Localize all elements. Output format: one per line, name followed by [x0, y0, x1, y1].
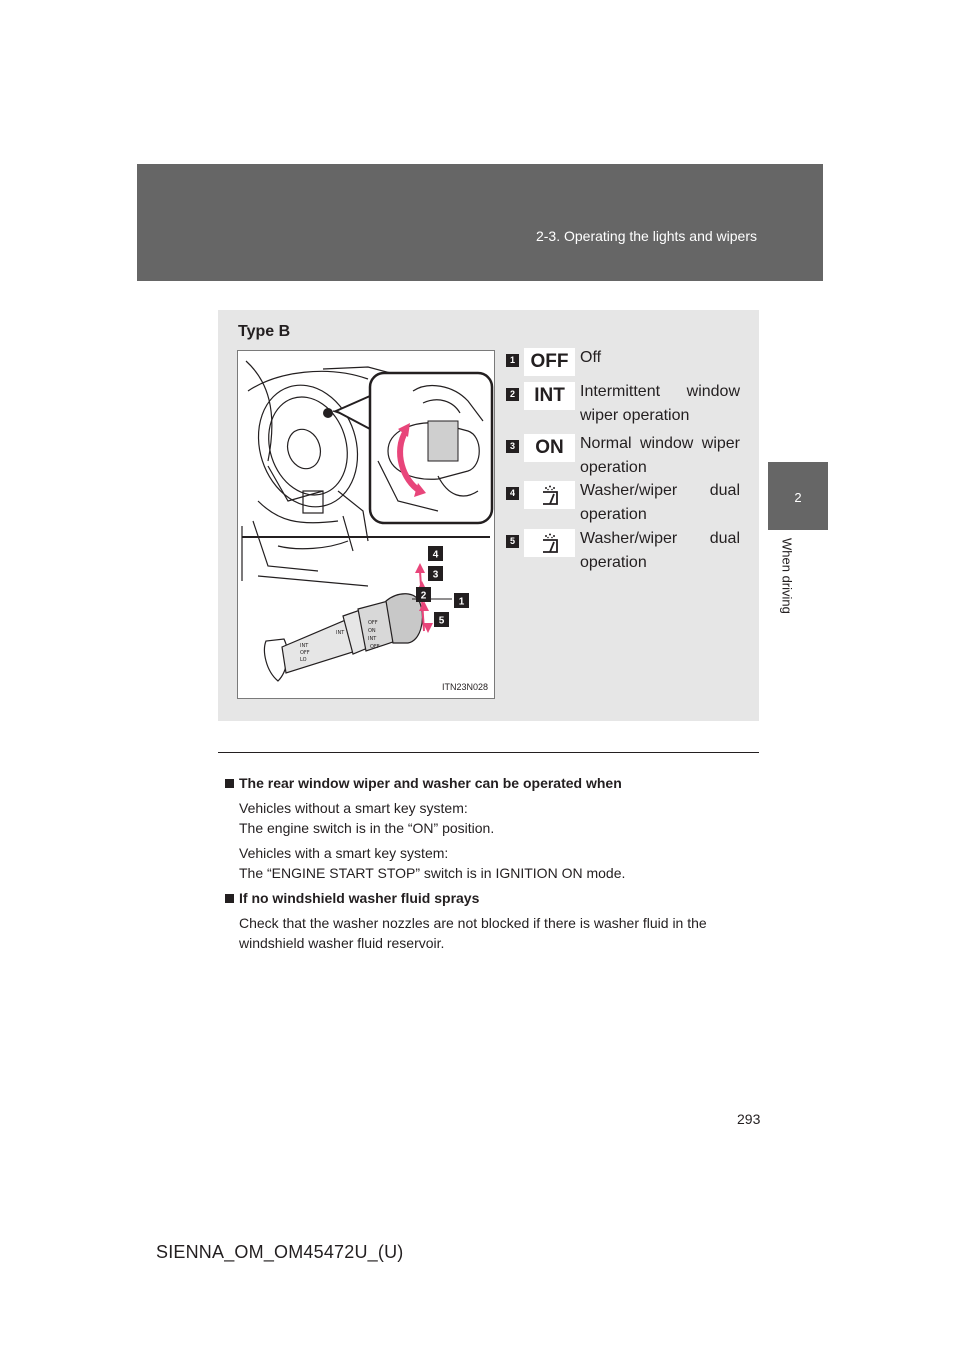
chapter-label: When driving [779, 538, 795, 614]
document-footer: SIENNA_OM_OM45472U_(U) [156, 1242, 404, 1262]
note-line: Vehicles with a smart key system: [239, 845, 449, 861]
rear-washer-icon [524, 529, 575, 557]
notes-section [225, 773, 765, 953]
note-line: The engine switch is in the “ON” position. [239, 820, 495, 836]
off-symbol: OFF [524, 348, 575, 376]
legend-number: 3 [506, 440, 519, 453]
note-paragraph [225, 843, 765, 883]
legend-number: 4 [506, 487, 519, 500]
legend-number: 2 [506, 388, 519, 401]
chapter-tab [768, 462, 828, 530]
callout-3: 3 [432, 569, 439, 581]
callout-4: 4 [432, 549, 439, 561]
legend-desc: Normal window wiper operation [580, 435, 740, 476]
figure-code: ITN23N028 [441, 682, 488, 692]
section-divider [218, 752, 759, 753]
svg-text:ON: ON [368, 628, 376, 634]
rear-washer-icon [524, 481, 575, 509]
legend-desc: Washer/wiper dual operation [580, 482, 740, 523]
note-line: The “ENGINE START STOP” switch is in IGNITION ON mode. [239, 865, 626, 881]
callout-5: 5 [438, 615, 445, 627]
int-symbol: INT [524, 382, 575, 410]
svg-text:OFF: OFF [300, 650, 310, 656]
note-line: Check that the washer nozzles are not blocked if there is washer fluid in the windshield washer fluid reservoir. [239, 915, 707, 951]
page-number: 293 [737, 1111, 761, 1127]
section-header-band [137, 164, 823, 281]
note-paragraph [225, 913, 765, 953]
callout-2: 2 [420, 590, 427, 602]
legend-desc: Washer/wiper dual operation [580, 530, 740, 571]
chapter-number: 2 [794, 490, 802, 505]
note-line: Vehicles without a smart key system: [239, 800, 468, 816]
svg-text:INT: INT [300, 643, 309, 649]
legend-desc: Intermittent window wiper operation [580, 383, 740, 424]
note-heading-text: The rear window wiper and washer can be operated when [239, 775, 622, 791]
square-bullet-icon [225, 894, 234, 903]
panel-title: Type B [238, 323, 291, 340]
note-heading-no-fluid [225, 888, 765, 908]
callout-1: 1 [458, 596, 465, 608]
note-heading-operation [225, 773, 765, 793]
svg-text:INT: INT [368, 636, 377, 642]
legend-number: 5 [506, 535, 519, 548]
square-bullet-icon [225, 779, 234, 788]
svg-text:OFF: OFF [368, 620, 378, 626]
note-paragraph [225, 798, 765, 838]
svg-text:LO: LO [300, 657, 307, 663]
legend-number: 1 [506, 354, 519, 367]
svg-text:INT: INT [336, 630, 345, 636]
wiper-lever-illustration [237, 350, 495, 699]
wiper-type-b-panel [218, 310, 759, 721]
note-heading-text: If no windshield washer fluid sprays [239, 890, 480, 906]
on-symbol: ON [524, 434, 575, 462]
chapter-label-wrap [767, 530, 807, 630]
svg-text:OFF: OFF [370, 644, 380, 650]
wiper-illustration-svg [238, 351, 494, 698]
legend-desc: Off [580, 349, 602, 366]
section-title: 2-3. Operating the lights and wipers [535, 228, 757, 244]
